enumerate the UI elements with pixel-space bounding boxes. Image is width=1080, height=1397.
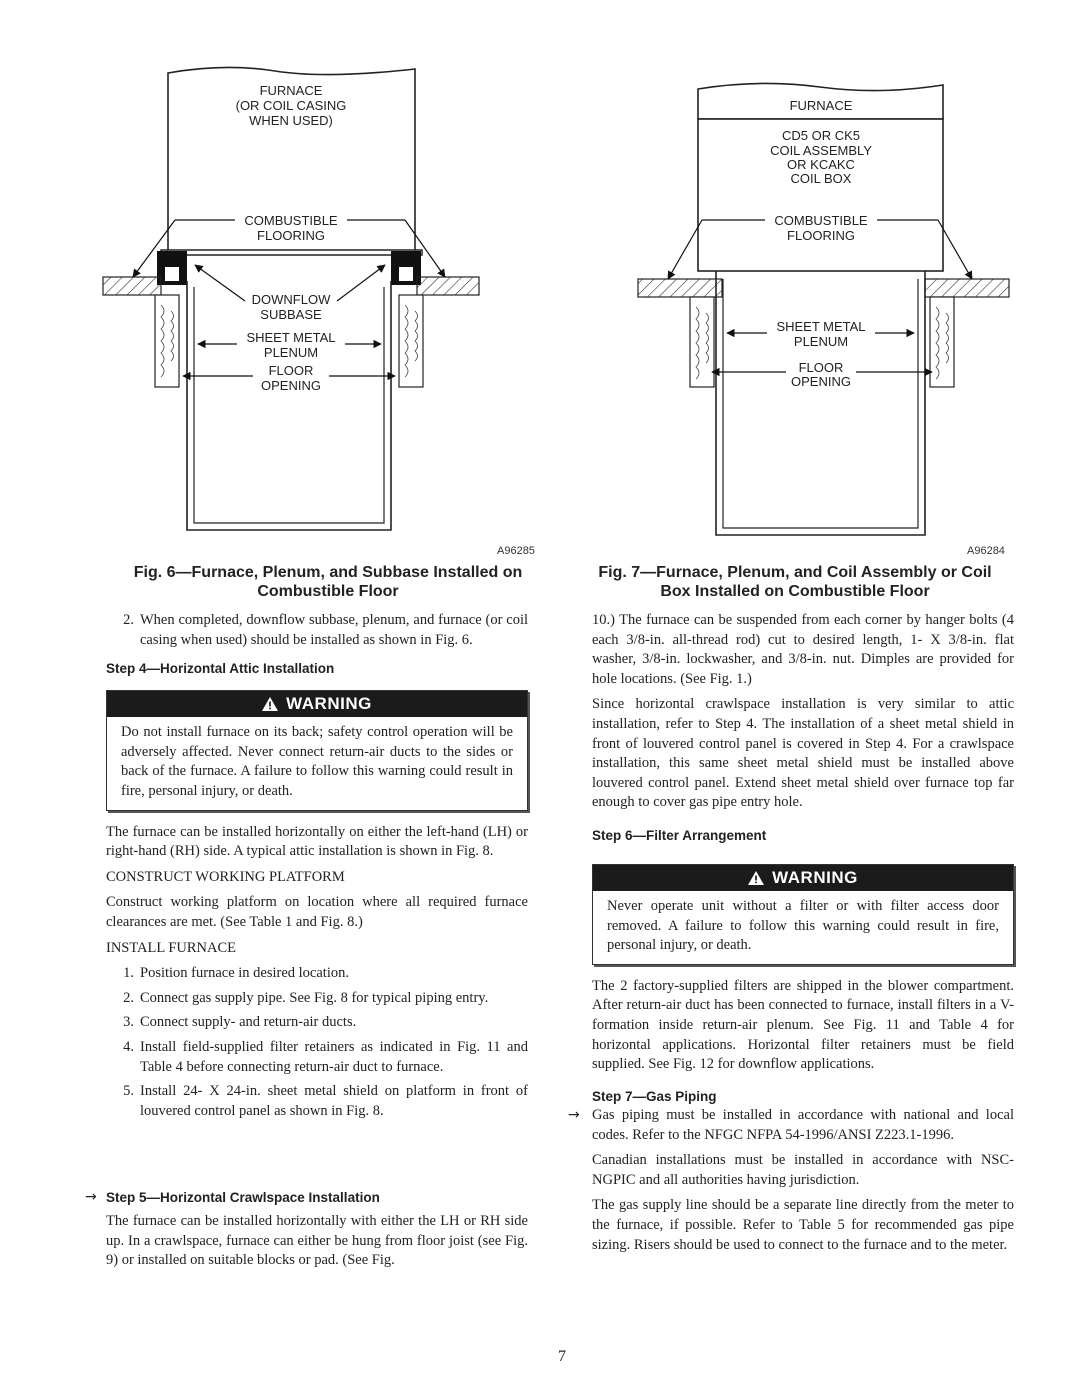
warning-box (106, 690, 528, 810)
fig6-caption (98, 563, 558, 601)
fig7-diagram (620, 75, 1020, 545)
fig7-combustible-label-2: FLOORING (787, 228, 855, 243)
crawlspace-paragraph: Since horizontal crawlspace installation is very similar to attic installation, refer to Step 4. The installation of a sheet metal shield in front of louvered control panel is covered in Step 4. For a crawlspace installation, this same sheet metal shield must be installed above louvered control panel. Extend sheet metal shield over furnace top far enough to cover gas pipe entry hole. (592, 696, 1014, 811)
left-column (106, 611, 528, 1121)
fig6-sheet-metal-label-2: PLENUM (263, 345, 319, 360)
fig7-floor-opening-label-1: FLOOR (798, 360, 844, 375)
fig6-floor-opening-label-1: FLOOR (268, 363, 314, 378)
fig6-combustible-label-1: COMBUSTIBLE (244, 213, 338, 228)
fig6-subbase-label-2: SUBBASE (260, 307, 322, 322)
fig6-furnace-label-1: FURNACE (259, 83, 323, 98)
list-item: 5. Install 24- X 24-in. sheet metal shield on platform in front of louvered control panel as shown in Fig. 8. (123, 1083, 528, 1119)
fig7-caption (565, 563, 1025, 601)
fig6-subbase-label-1: DOWNFLOW (251, 292, 331, 307)
fig6-diagram (95, 55, 550, 545)
step6-heading: Step 6—Filter Arrangement (592, 827, 767, 843)
fig6-caption-line-2: Combustible Floor (257, 583, 399, 600)
warning-triangle-icon (748, 871, 764, 885)
fig7-coil-label-1: CD5 OR CK5 (781, 128, 861, 143)
fig6-floor-opening-label-2: OPENING (261, 378, 321, 393)
change-arrow-icon: → (85, 1189, 97, 1205)
attic-paragraph: The furnace can be installed horizontally on either the left-hand (LH) or right-hand (RH) side. A typical attic installation is shown in Fig. 8. (106, 823, 528, 860)
step7-heading: Step 7—Gas Piping (592, 1088, 717, 1104)
list-item: 2. Connect gas supply pipe. See Fig. 8 for typical piping entry. (123, 989, 489, 1006)
fig7-caption-line-1: Fig. 7—Furnace, Plenum, and Coil Assembly or Coil (598, 564, 992, 581)
hanger-paragraph: 10.) The furnace can be suspended from each corner by hanger bolts (4 each 3/8-in. all-thread rod) cut to desired length, 1- X 3/8-in. flat washer, 3/8-in. lockwasher, and 3/8-in. nut. Dimples are provided for hole locations. (See Fig. 1.) (592, 612, 1014, 687)
fig7-furnace-label: FURNACE (789, 98, 853, 113)
fig7-coil-label-4: COIL BOX (790, 171, 852, 186)
fig7-coil-label-3: OR KCAKC (787, 157, 855, 172)
fig7-caption-line-2: Box Installed on Combustible Floor (660, 583, 930, 600)
warning-text: Never operate unit without a filter or with filter access door removed. A failure to follow this warning could result in fire, personal injury, or death. (607, 897, 999, 954)
list-item: 1. Position furnace in desired location. (123, 965, 349, 982)
page-number: 7 (558, 1348, 566, 1365)
list-item: 3. Connect supply- and return-air ducts. (123, 1014, 357, 1031)
construct-heading: CONSTRUCT WORKING PLATFORM (106, 868, 345, 885)
fig6-furnace-label-3: WHEN USED) (249, 113, 333, 128)
fig6-caption-line-1: Fig. 6—Furnace, Plenum, and Subbase Installed on (133, 564, 523, 581)
fig7-coil-label-2: COIL ASSEMBLY (770, 143, 872, 158)
gas-piping-row (568, 1106, 1014, 1145)
fig7-floor-opening-label-2: OPENING (791, 374, 851, 389)
step5-heading: Step 5—Horizontal Crawlspace Installation (106, 1189, 380, 1205)
right-column (592, 611, 1014, 1104)
install-list (106, 964, 528, 1121)
gas-piping-section (568, 1106, 1014, 1255)
fig7-id: A96284 (967, 545, 1005, 557)
gas-piping-paragraph: Gas piping must be installed in accordance with national and local codes. Refer to the NFGC NFPA 54-1996/ANSI Z223.1-1996. (592, 1107, 1014, 1143)
install-heading: INSTALL FURNACE (106, 939, 237, 956)
filters-paragraph: The 2 factory-supplied filters are shipped in the blower compartment. After return-air duct has been connected to furnace, install filters in a V-formation inside return-air plenum. See Fig. 11 and Table 4 for horizontal applications. Horizontal filter retainers must be field supplied. See Fig. 12 for downflow applications. (592, 977, 1014, 1073)
fig7-combustible-label-1: COMBUSTIBLE (774, 213, 868, 228)
warning-box (592, 864, 1014, 965)
warning-header: WARNING (107, 691, 527, 717)
warning-header: WARNING (593, 865, 1013, 891)
warning-triangle-icon (262, 697, 278, 711)
fig7-sheet-metal-label-2: PLENUM (793, 334, 849, 349)
fig6-sheet-metal-label-1: SHEET METAL (246, 330, 336, 345)
change-arrow-icon: → (568, 1107, 580, 1123)
step5-heading-row (85, 1189, 528, 1205)
list-item: 4. Install field-supplied filter retainers as indicated in Fig. 11 and Table 4 before connecting return-air duct to furnace. (123, 1038, 528, 1075)
fig6-combustible-label-2: FLOORING (257, 228, 325, 243)
fig6-furnace-label-2: (OR COIL CASING (235, 98, 347, 113)
construct-paragraph: Construct working platform on location where all required furnace clearances are met. (See Table 1 and Fig. 8.) (106, 894, 528, 930)
canadian-paragraph: Canadian installations must be installed in accordance with NSC-NGPIC and all authorities having jurisdiction. (592, 1152, 1014, 1188)
supply-line-paragraph: The gas supply line should be a separate line directly from the meter to the furnace, if possible. Refer to Table 5 for recommended gas pipe sizing. Risers should be used to connect to the furnace and to the meter. (592, 1197, 1014, 1253)
fig6-id: A96285 (497, 545, 535, 557)
step4-heading: Step 4—Horizontal Attic Installation (106, 661, 335, 677)
list-item: 2. When completed, downflow subbase, plenum, and furnace (or coil casing when used) should be installed as shown in Fig. 6. (123, 612, 528, 648)
step5-section (85, 1189, 528, 1271)
step5-paragraph: The furnace can be installed horizontally with either the LH or RH side up. In a crawlspace, furnace can either be hung from floor joist (see Fig. 9) or installed on suitable blocks or pad. (See Fig. (106, 1213, 528, 1269)
fig7-sheet-metal-label-1: SHEET METAL (776, 319, 866, 334)
warning-text: Do not install furnace on its back; safety control operation will be adversely affected. Never connect return-air ducts to the sides or back of the furnace. A failure to follow this warning could result in fire, personal injury, or death. (121, 724, 513, 799)
